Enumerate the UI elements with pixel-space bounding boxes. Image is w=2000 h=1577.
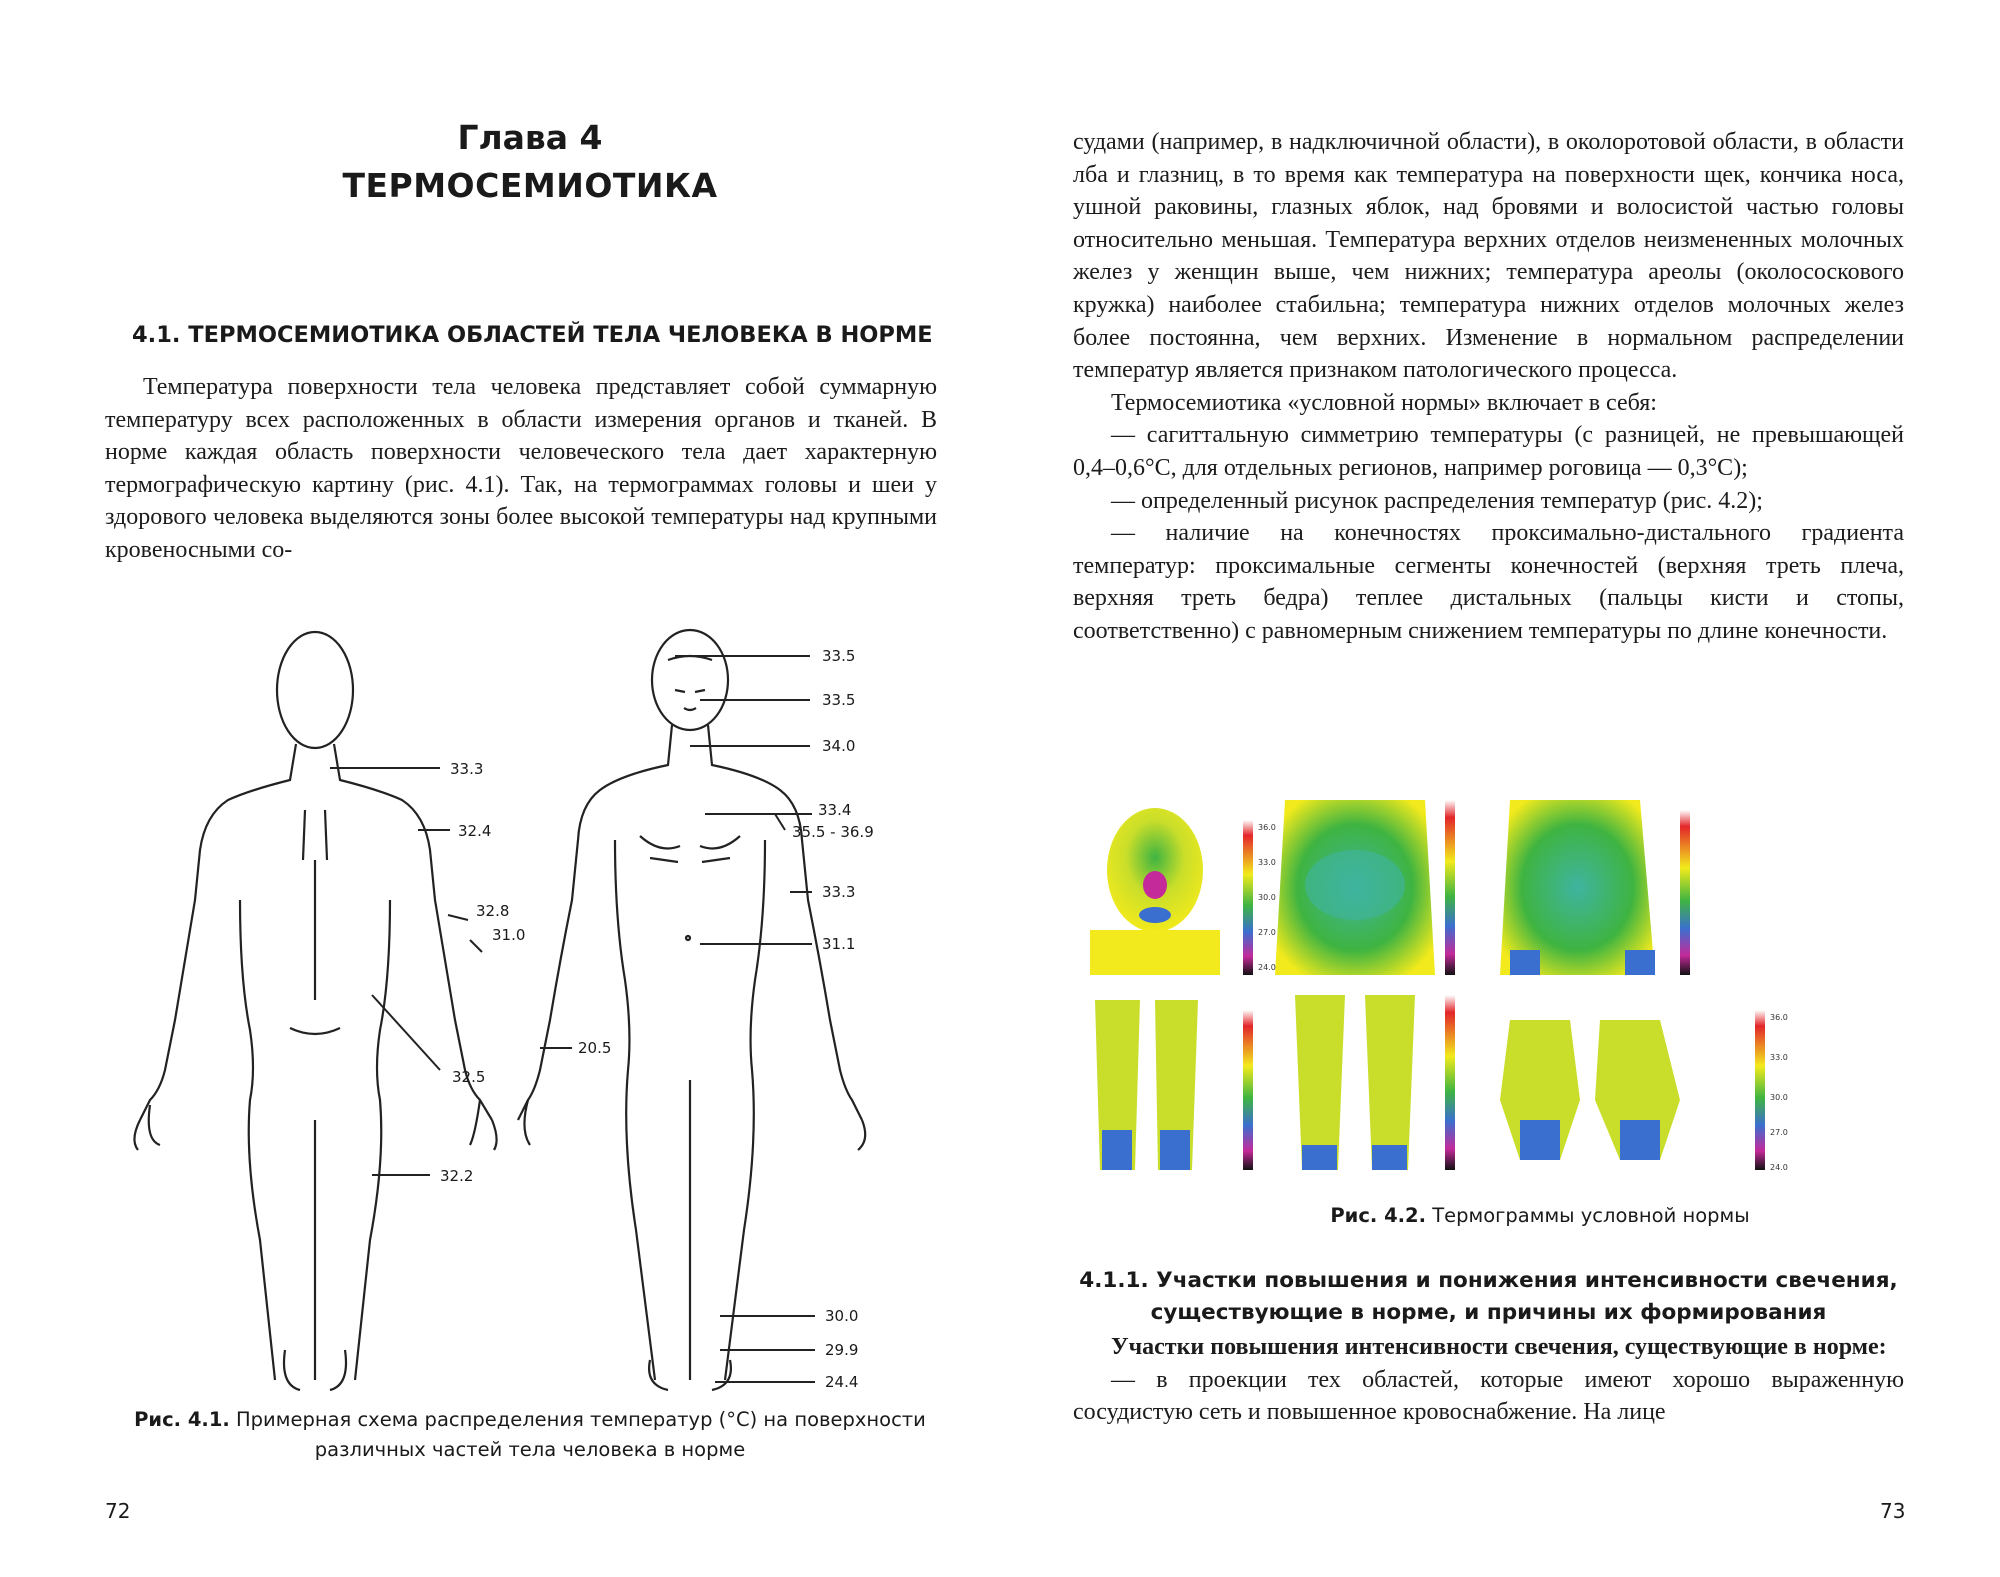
body-temperature-diagram bbox=[0, 600, 1000, 1400]
figure-4-2-caption bbox=[1240, 1201, 1840, 1231]
page-number-left: 72 bbox=[105, 1499, 131, 1523]
paragraph: Термосемиотика «условной нормы» включает в себя: bbox=[1111, 389, 1657, 416]
front-label: 30.0 bbox=[825, 1307, 859, 1325]
scale-label: 30.0 bbox=[1258, 893, 1276, 902]
right-body-text bbox=[1073, 126, 1904, 648]
chest-thermogram bbox=[1275, 800, 1435, 975]
front-label: 20.5 bbox=[578, 1039, 612, 1057]
caption-label: Рис. 4.1. bbox=[134, 1408, 230, 1431]
chapter-number: Глава 4 bbox=[457, 118, 603, 157]
scale-label: 33.0 bbox=[1770, 1053, 1788, 1062]
scale-bar bbox=[1680, 810, 1690, 975]
legs-front-thermogram bbox=[1295, 995, 1415, 1170]
scale-bar bbox=[1755, 1010, 1765, 1170]
scale-label: 36.0 bbox=[1258, 823, 1276, 832]
scale-label: 30.0 bbox=[1770, 1093, 1788, 1102]
scale-bar bbox=[1243, 820, 1253, 975]
page-number-right: 73 bbox=[1880, 1499, 1906, 1523]
back-thermogram bbox=[1500, 800, 1655, 975]
front-label: 33.4 bbox=[818, 801, 852, 819]
face-thermogram bbox=[1080, 800, 1230, 975]
chapter-title: ТЕРМОСЕМИОТИКА bbox=[342, 166, 718, 205]
scale-label: 27.0 bbox=[1258, 928, 1276, 937]
scale-bar bbox=[1445, 995, 1455, 1170]
scale-label: 36.0 bbox=[1770, 1013, 1788, 1022]
list-item: — в проекции тех областей, которые имеют хорошо выраженную сосудистую сеть и повышенное кровоснабжение. На лице bbox=[1073, 1366, 1904, 1426]
front-leader-lines bbox=[540, 656, 815, 1382]
front-label: 33.3 bbox=[822, 883, 856, 901]
back-label: 33.3 bbox=[450, 760, 484, 778]
scale-label: 27.0 bbox=[1770, 1128, 1788, 1137]
front-label: 33.5 bbox=[822, 647, 856, 665]
thermograms-figure bbox=[1080, 790, 1900, 1190]
subsection-title: 4.1.1. Участки повышения и понижения интенсивности свечения, существующие в норме, и причины их формирования bbox=[1079, 1268, 1898, 1325]
back-temperature-labels bbox=[440, 760, 525, 1185]
front-body-outline bbox=[518, 630, 865, 1390]
list-item: — сагиттальную симметрию температуры (с разницей, не превышающей 0,4–0,6°С, для отдельных регионов, например роговица — 0,3°С); bbox=[1073, 422, 1904, 481]
front-label: 29.9 bbox=[825, 1341, 859, 1359]
front-label: 33.5 bbox=[822, 691, 856, 709]
back-label: 32.4 bbox=[458, 822, 492, 840]
legs-back-thermogram bbox=[1095, 1000, 1198, 1170]
back-label: 32.5 bbox=[452, 1068, 486, 1086]
back-label: 32.2 bbox=[440, 1167, 474, 1185]
scale-label: 24.0 bbox=[1770, 1163, 1788, 1172]
front-label: 24.4 bbox=[825, 1373, 859, 1391]
paragraph: судами (например, в надключичной области), в околоротовой области, в области лба и глазниц, в то время как температура на поверхности щек, кончика носа, ушной раковины, глазных яблок, над бровями и волосистой частью головы относительно меньшая. Температура верхних отделов неизмененных молочных желез у женщин выше, чем нижних; температура ареолы (околососкового кружка) наиболее стабильна; температура нижних отделов молочных желез более постоянна, чем верхних. Изменение в нормальном распределении температур является признаком патологического процесса. bbox=[1073, 129, 1904, 384]
subsection-lead: Участки повышения интенсивности свечения, существующие в норме: bbox=[1111, 1334, 1887, 1360]
subsection-body bbox=[1073, 1331, 1904, 1429]
scale-label: 33.0 bbox=[1258, 858, 1276, 867]
scale-bar bbox=[1243, 1010, 1253, 1170]
section-title: 4.1. ТЕРМОСЕМИОТИКА ОБЛАСТЕЙ ТЕЛА ЧЕЛОВЕКА В НОРМЕ bbox=[132, 322, 933, 348]
hands-thermogram bbox=[1500, 1020, 1680, 1160]
front-label: 31.1 bbox=[822, 935, 856, 953]
back-body-outline bbox=[134, 632, 496, 1390]
front-label: 35.5 - 36.9 bbox=[792, 823, 874, 841]
front-label: 34.0 bbox=[822, 737, 856, 755]
caption-text: Термограммы условной нормы bbox=[1432, 1204, 1750, 1227]
scale-label: 24.0 bbox=[1258, 963, 1276, 972]
figure-4-1-caption bbox=[100, 1405, 960, 1465]
intro-paragraph bbox=[105, 371, 937, 567]
right-page bbox=[1000, 0, 2000, 1577]
scale-bar bbox=[1445, 800, 1455, 975]
list-item: — определенный рисунок распределения температур (рис. 4.2); bbox=[1111, 487, 1763, 514]
back-label: 31.0 bbox=[492, 926, 526, 944]
list-item: — наличие на конечностях проксимально-дистального градиента температур: проксимальные сегменты конечностей (верхняя треть плеча, верхняя треть бедра) теплее дистальных (пальцы кисти и стопы, соответственно) с равномерным снижением температуры по длине конечности. bbox=[1073, 520, 1904, 644]
paragraph: Температура поверхности тела человека представляет собой суммарную температуру всех расположенных в области измерения органов и тканей. В норме каждая область поверхности человеческого тела дает характерную термографическую картину (рис. 4.1). Так, на термограммах головы и шеи у здорового человека выделяются зоны более высокой температуры над крупными кровеносными со- bbox=[105, 374, 937, 563]
caption-label: Рис. 4.2. bbox=[1330, 1204, 1427, 1227]
back-label: 32.8 bbox=[476, 902, 510, 920]
caption-text: Примерная схема распределения температур (°С) на поверхности различных частей тела человека в норме bbox=[236, 1408, 926, 1461]
